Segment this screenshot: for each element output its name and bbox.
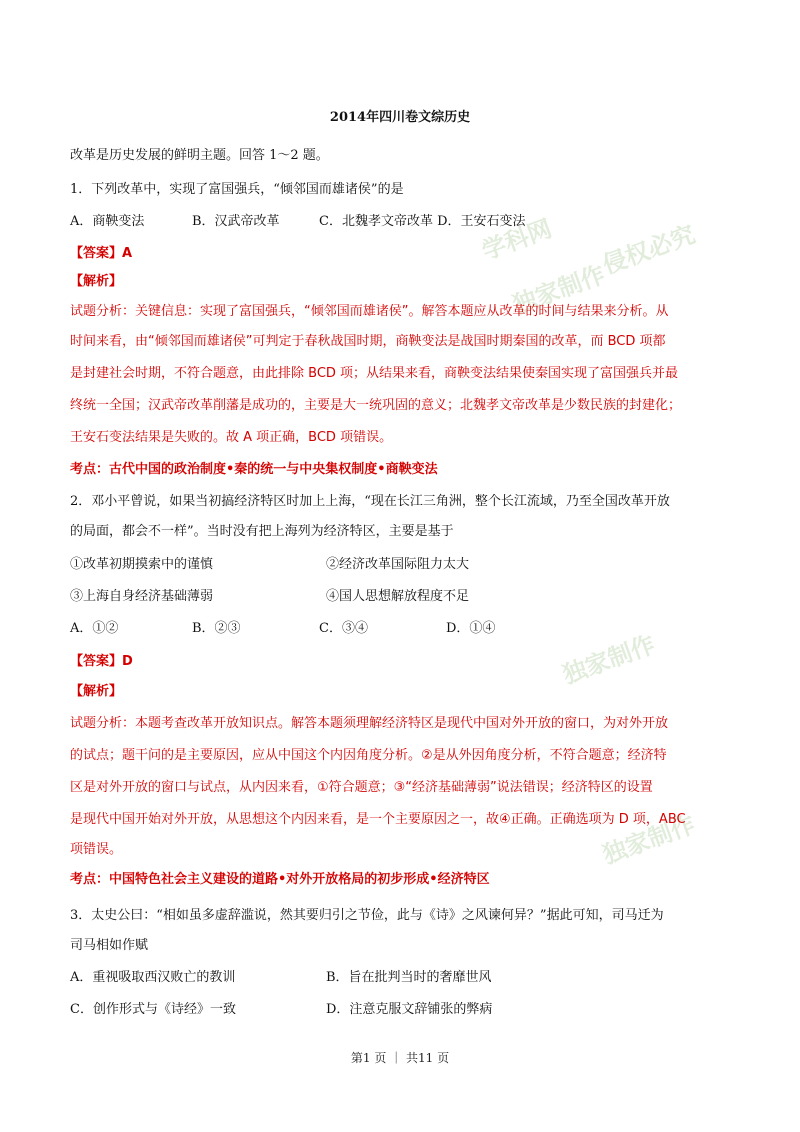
page-footer: 第1 页 ｜ 共11 页 bbox=[350, 1051, 450, 1065]
q3-stem-line: 3．太史公曰：“相如虽多虚辞滥说，然其要归引之节俭，此与《诗》之风谏何异？”据此可知，司马迁为 bbox=[70, 908, 664, 923]
q3-option-d: D．注意克服文辞铺张的弊病 bbox=[326, 1002, 493, 1017]
page-title: 2014年四川卷文综历史 bbox=[329, 110, 471, 125]
q2-option-d: D．①④ bbox=[446, 621, 496, 636]
watermark: 侵权必究 bbox=[598, 220, 699, 280]
q2-analysis-label: 【解析】 bbox=[70, 684, 123, 699]
q1-analysis-line: 是封建社会时期，不符合题意，由此排除 BCD 项；从结果来看，商鞅变法结果使秦国实现了富国强兵并最 bbox=[70, 366, 679, 381]
q1-option-b: B．汉武帝改革 bbox=[192, 214, 280, 229]
q1-analysis-line: 时间来看，由“倾邻国而雄诸侯”可判定于春秋战国时期，商鞅变法是战国时期秦国的改革，而 BCD 项都 bbox=[70, 334, 666, 349]
q2-item: ③上海自身经济基础薄弱 bbox=[70, 589, 214, 604]
q1-analysis-line: 王安石变法结果是失败的。故 A 项正确，BCD 项错误。 bbox=[70, 430, 393, 445]
q2-analysis-line: 项错误。 bbox=[70, 842, 123, 857]
q3-option-a: A．重视吸取西汉败亡的教训 bbox=[70, 970, 236, 985]
q1-analysis-line: 终统一全国；汉武帝改革削藩是成功的，主要是大一统巩固的意义；北魏孝文帝改革是少数民族的封建化； bbox=[70, 398, 682, 413]
q3-stem-line: 司马相如作赋 bbox=[70, 938, 149, 953]
q2-item: ④国人思想解放程度不足 bbox=[326, 589, 470, 604]
q2-stem-line: 2．邓小平曾说，如果当初搞经济特区时加上上海，“现在长江三角洲，整个长江流域，乃至全国改革开放 bbox=[70, 494, 670, 509]
q2-stem-line: 的局面，都会不一样”。当时没有把上海列为经济特区，主要是基于 bbox=[70, 524, 454, 539]
q3-option-b: B．旨在批判当时的奢靡世风 bbox=[326, 970, 492, 985]
q2-option-a: A．①② bbox=[70, 621, 119, 636]
watermark: 独家制作 bbox=[598, 810, 699, 870]
q2-option-b: B．②③ bbox=[192, 621, 241, 636]
q1-analysis-label: 【解析】 bbox=[70, 274, 123, 289]
q1-option-a: A．商鞅变法 bbox=[70, 214, 145, 229]
q2-item: ②经济改革国际阻力太大 bbox=[326, 557, 470, 572]
q2-item: ①改革初期摸索中的谨慎 bbox=[70, 557, 214, 572]
q1-stem: 1．下列改革中，实现了富国强兵，“倾邻国而雄诸侯”的是 bbox=[70, 182, 404, 197]
intro-text: 改革是历史发展的鲜明主题。回答 1～2 题。 bbox=[70, 148, 329, 163]
q1-analysis-line: 试题分析：关键信息：实现了富国强兵，“倾邻国而雄诸侯”。解答本题应从改革的时间与结果来分析。从 bbox=[70, 304, 669, 319]
q2-analysis-line: 区是对外开放的窗口与试点，从内因来看，①符合题意；③“经济基础薄弱”说法错误；经济特区的设置 bbox=[70, 780, 653, 795]
q2-answer: 【答案】D bbox=[70, 654, 133, 669]
q1-option-c-d: C．北魏孝文帝改革 D．王安石变法 bbox=[319, 214, 526, 229]
q2-kaodian: 考点：中国特色社会主义建设的道路•对外开放格局的初步形成•经济特区 bbox=[70, 872, 490, 887]
q2-option-c: C．③④ bbox=[319, 621, 368, 636]
q2-analysis-line: 试题分析：本题考查改革开放知识点。解答本题须理解经济特区是现代中国对外开放的窗口，为对外开放 bbox=[70, 716, 669, 731]
q1-answer: 【答案】A bbox=[70, 246, 133, 261]
q3-option-c: C．创作形式与《诗经》一致 bbox=[70, 1002, 236, 1017]
q2-analysis-line: 的试点；题干问的是主要原因，应从中国这个内因角度分析。②是从外因角度分析，不符合题意；经济特 bbox=[70, 748, 667, 763]
q2-analysis-line: 是现代中国开始对外开放，从思想这个内因来看，是一个主要原因之一，故④正确。正确选项为 D 项，ABC bbox=[70, 812, 686, 827]
watermark: 独家制作 bbox=[508, 260, 609, 320]
watermark: 学科网 bbox=[478, 214, 556, 266]
q1-kaodian: 考点：古代中国的政治制度•秦的统一与中央集权制度•商鞅变法 bbox=[70, 462, 438, 477]
watermark: 独家制作 bbox=[558, 630, 659, 690]
